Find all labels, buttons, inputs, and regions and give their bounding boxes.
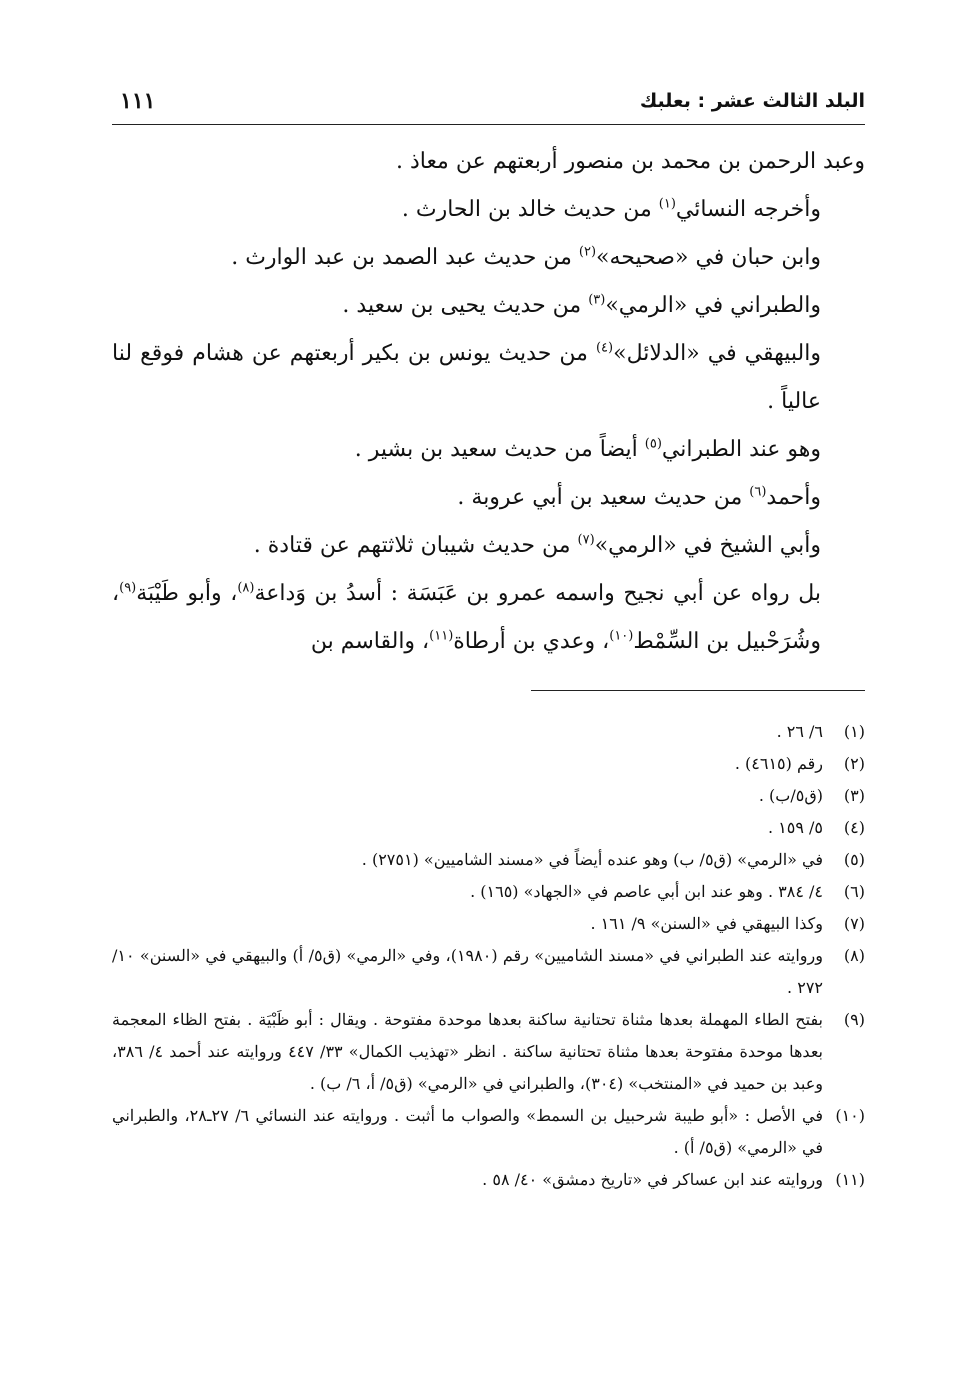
footnote-number: (١٠) [835,1106,865,1125]
footnote-ref-9: (٩) [119,580,137,596]
body-line-5: والبيهقي في «الدلائل»$^{(٤)}$ من حديث يونس بن بكير أربعتهم عن هشام فوقع لنا عالياً . [112,340,822,414]
footnote-text: بفتح الطاء المهملة بعدها مثناة تحتانية ساكنة بعدها موحدة مفتوحة . ويقال : أبو ظَبْيَة . بفتح الظاء المعجمة بعدها موحدة مفتوحة بعدها مثناة تحتانية ساكنة . انظر «تهذيب الكمال» ٣٣/ ٤٤٧ وروايته عند أحمد ٤/ ٣٨٦، وعبد بن حميد في «المنتخب» (٣٠٤)، والطبراني في «الرمي» (ق٥/ أ، ٦/ ب) . [112,1010,824,1093]
footnote-ref-1: (١) [658,196,676,212]
body-line-7: وأحمد$^{(٦)}$ من حديث سعيد بن أبي عروبة . [457,484,821,510]
header-rule [112,124,865,125]
page-number: ١١١ [120,88,156,114]
footnote-11 [112,1164,865,1196]
footnote-number: (٧) [843,914,865,933]
footnote-number: (٦) [843,882,865,901]
footnote-text: ٦/ ٢٦ . [776,722,823,741]
footnote-ref-3: (٣) [588,292,606,308]
footnote-2 [112,748,865,780]
footnote-text: وروايته عند ابن عساكر في «تاريخ دمشق» ٤٠/ ٥٨ . [482,1170,823,1189]
footnote-number: (٢) [843,754,865,773]
footnote-text: رقم (٤٦١٥) . [734,754,823,773]
footnote-5 [112,844,865,876]
body-line-2: وأخرجه النسائي$^{(١)}$ من حديث خالد بن الحارث . [401,196,821,222]
footnote-text: وكذا البيهقي في «السنن» ٩/ ١٦١ . [590,914,823,933]
footnote-number: (٥) [843,850,865,869]
footnote-number: (١) [843,722,865,741]
main-text [112,138,865,666]
footnotes [112,716,865,1196]
footnote-text: في الأصل : «أبو طيبة شرحبيل بن السمط» والصواب ما أثبت . وروايته عند النسائي ٦/ ٢٧ـ٢٨، والطبراني في «الرمي» (ق٥/ أ) . [112,1106,824,1157]
footnote-number: (٩) [843,1010,865,1029]
footnote-4 [112,812,865,844]
running-title: البلد الثالث عشر : بعلبك [639,90,865,112]
body-last-paragraph: بل رواه عن أبي نجيح واسمه عمرو بن عَبَسَة : أسدُ بن وَداعة$^{(٨)}$، وأبو طَيْبَة$^{(٩)}$، وشُرَحْبيل بن السِّمْط$^{(١٠)}$، وعدي بن أرطاة$^{(١١)}$، والقاسم بن [112,580,821,654]
footnote-text: وروايته عند الطبراني في «مسند الشاميين» رقم (١٩٨٠)، وفي «الرمي» (ق٥/ أ) والبيهقي في «السنن» ١٠/ ٢٧٢ . [112,946,823,997]
footnote-ref-8: (٨) [237,580,255,596]
page-header [112,88,865,124]
footnote-ref-2: (٢) [578,244,597,260]
body-line-1: وعبد الرحمن بن محمد بن منصور أربعتهم عن معاذ . [395,149,865,174]
footnote-ref-11: (١١) [429,628,454,644]
footnote-number: (٤) [843,818,865,837]
body-line-8: وأبي الشيخ في «الرمي»$^{(٧)}$ من حديث شيبان ثلاثتهم عن قتادة . [253,532,821,558]
footnote-separator [531,690,865,691]
footnote-ref-7: (٧) [577,532,595,548]
body-line-3: وابن حبان في «صحيحه»$^{(٢)}$ من حديث عبد الصمد بن عبد الوارث . [231,244,821,270]
footnote-number: (١١) [835,1170,865,1189]
footnote-text: ٤/ ٣٨٤ . وهو عند ابن أبي عاصم في «الجهاد» (١٦٥) . [470,882,823,901]
footnote-7 [112,908,865,940]
footnote-ref-4: (٤) [595,340,614,356]
body-line-6: وهو عند الطبراني$^{(٥)}$ أيضاً من حديث سعيد بن بشير . [354,436,821,462]
footnote-ref-10: (١٠) [609,628,634,644]
footnote-6 [112,876,865,908]
footnote-10 [112,1100,865,1164]
footnote-ref-5: (٥) [644,436,662,452]
footnote-number: (٨) [843,946,865,965]
footnote-ref-6: (٦) [749,484,767,500]
footnote-3 [112,780,865,812]
footnote-text: في «الرمي» (ق٥/ ب) وهو عنده أيضاً في «مسند الشاميين» (٢٧٥١) . [361,850,823,869]
footnote-text: ٥/ ١٥٩ . [767,818,823,837]
footnote-number: (٣) [843,786,865,805]
footnote-text: (ق٥/ب) . [758,786,823,805]
footnote-8 [112,940,865,1004]
footnote-1 [112,716,865,748]
body-line-4: والطبراني في «الرمي»$^{(٣)}$ من حديث يحيى بن سعيد . [342,292,821,318]
footnote-9 [112,1004,865,1100]
